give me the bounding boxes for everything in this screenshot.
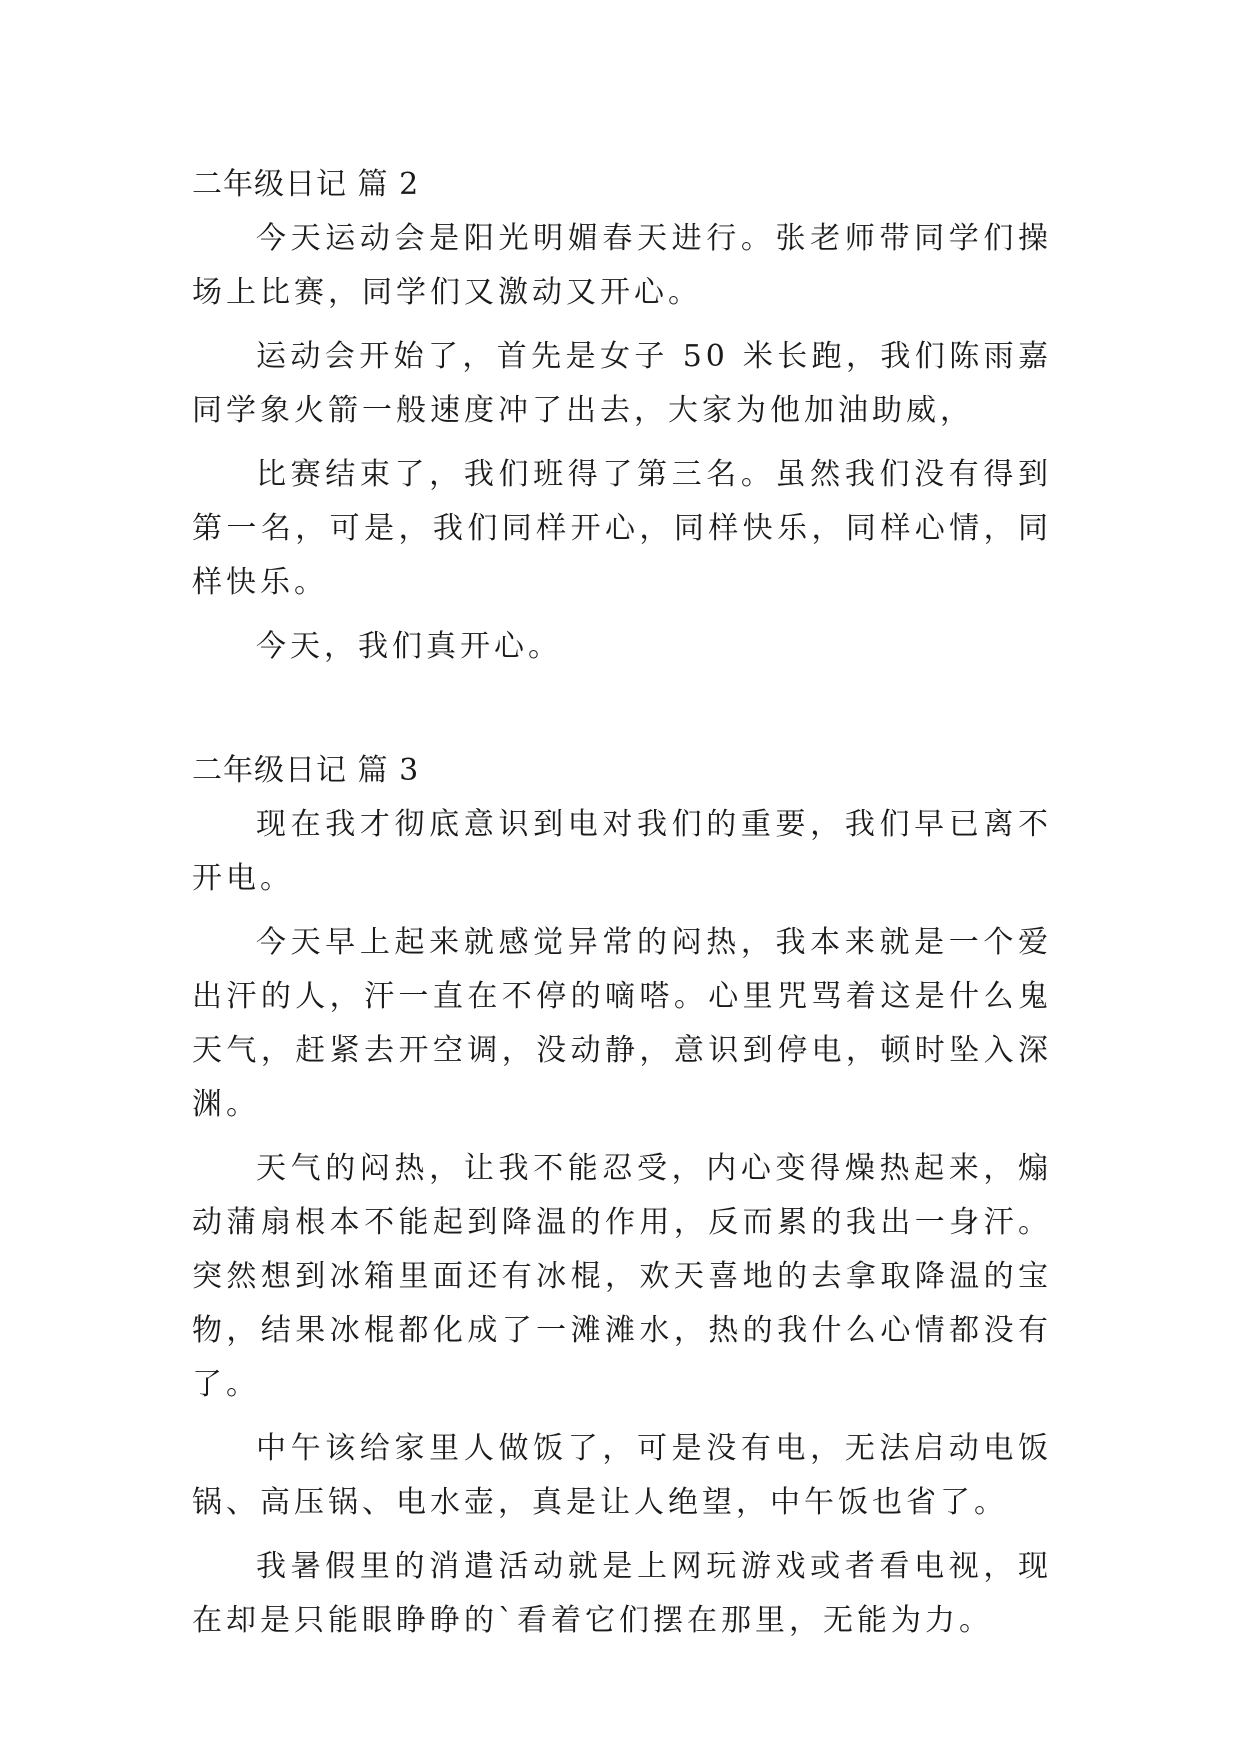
section-title: 二年级日记 篇 3 [192, 753, 420, 788]
diary-section-3 [192, 744, 1052, 1648]
paragraph: 今天运动会是阳光明媚春天进行。张老师带同学们操场上比赛，同学们又激动又开心。 [192, 221, 1052, 310]
section-title: 二年级日记 篇 2 [192, 167, 420, 202]
paragraph: 今天早上起来就感觉异常的闷热，我本来就是一个爱出汗的人，汗一直在不停的嘀嗒。心里咒骂着这是什么鬼天气，赶紧去开空调，没动静，意识到停电，顿时坠入深渊。 [192, 925, 1052, 1122]
paragraph: 现在我才彻底意识到电对我们的重要，我们早已离不开电。 [192, 807, 1052, 896]
section-spacer [192, 684, 1052, 744]
paragraph: 比赛结束了，我们班得了第三名。虽然我们没有得到第一名，可是，我们同样开心，同样快乐，同样心情，同样快乐。 [192, 457, 1052, 600]
paragraph: 运动会开始了，首先是女子 50 米长跑，我们陈雨嘉同学象火箭一般速度冲了出去，大家为他加油助威， [192, 339, 1052, 428]
paragraph: 我暑假里的消遣活动就是上网玩游戏或者看电视，现在却是只能眼睁睁的`看着它们摆在那里，无能为力。 [192, 1549, 1052, 1638]
document-page [192, 158, 1052, 1658]
paragraph: 今天，我们真开心。 [256, 629, 562, 664]
diary-section-2 [192, 158, 1052, 674]
paragraph: 天气的闷热，让我不能忍受，内心变得燥热起来，煽动蒲扇根本不能起到降温的作用，反而累的我出一身汗。突然想到冰箱里面还有冰棍，欢天喜地的去拿取降温的宝物，结果冰棍都化成了一滩滩水，热的我什么心情都没有了。 [192, 1151, 1052, 1402]
paragraph: 中午该给家里人做饭了，可是没有电，无法启动电饭锅、高压锅、电水壶，真是让人绝望，中午饭也省了。 [192, 1431, 1052, 1520]
